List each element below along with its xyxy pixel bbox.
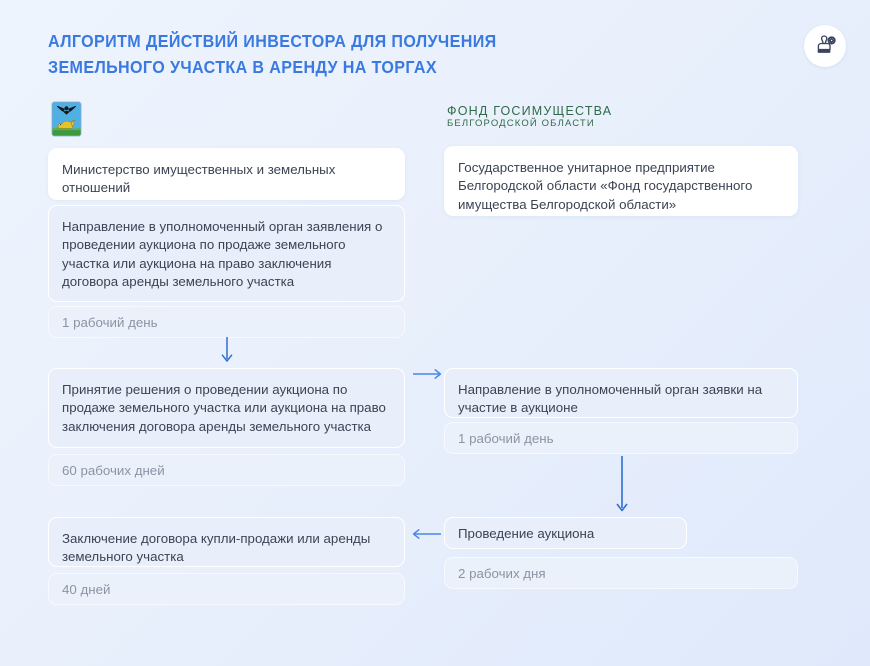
left-step-1-duration: 1 рабочий день (48, 306, 405, 338)
fund-gosimuschestva-logo (447, 105, 612, 129)
fund-logo-line-1: ФОНД ГОСИМУЩЕСТВА (447, 104, 613, 118)
right-step-1-duration: 1 рабочий день (444, 422, 798, 454)
left-step-1-box: Направление в уполномоченный орган заявления о проведении аукциона по продаже земельного участка или аукциона на право заключения договора аренды земельного участка (48, 205, 405, 302)
left-step-3-duration: 40 дней (48, 573, 405, 605)
left-step-2-box: Принятие решения о проведении аукциона по продаже земельного участка или аукциона на право заключения договора аренды земельного участка (48, 368, 405, 448)
left-step-2-duration: 60 рабочих дней (48, 454, 405, 486)
right-step-2-duration: 2 рабочих дня (444, 557, 798, 589)
arrow-down-right-step1-to-step2 (613, 456, 631, 516)
right-column-heading-box: Государственное унитарное предприятие Белгородской области «Фонд государственного имущества Белгородской области» (444, 146, 798, 216)
left-step-3-box: Заключение договора купли-продажи или аренды земельного участка (48, 517, 405, 567)
stamp-icon (813, 34, 837, 58)
arrow-right-left-step2-to-right-step1 (413, 366, 443, 382)
fund-logo-line-2: БЕЛГОРОДСКОЙ ОБЛАСТИ (447, 118, 595, 130)
left-column-heading-box: Министерство имущественных и земельных отношений (48, 148, 405, 200)
arrow-down-left-step1-to-step2 (218, 337, 236, 365)
stamp-badge (804, 25, 846, 67)
page-title: АЛГОРИТМ ДЕЙСТВИЙ ИНВЕСТОРА ДЛЯ ПОЛУЧЕНИЯ ЗЕМЕЛЬНОГО УЧАСТКА В АРЕНДУ НА ТОРГАХ (48, 31, 497, 77)
arrow-left-right-step2-to-left-step3 (411, 526, 441, 542)
belgorod-oblast-coat-of-arms-icon (52, 102, 81, 136)
right-step-2-box: Проведение аукциона (444, 517, 687, 549)
right-step-1-box: Направление в уполномоченный орган заявки на участие в аукционе (444, 368, 798, 418)
